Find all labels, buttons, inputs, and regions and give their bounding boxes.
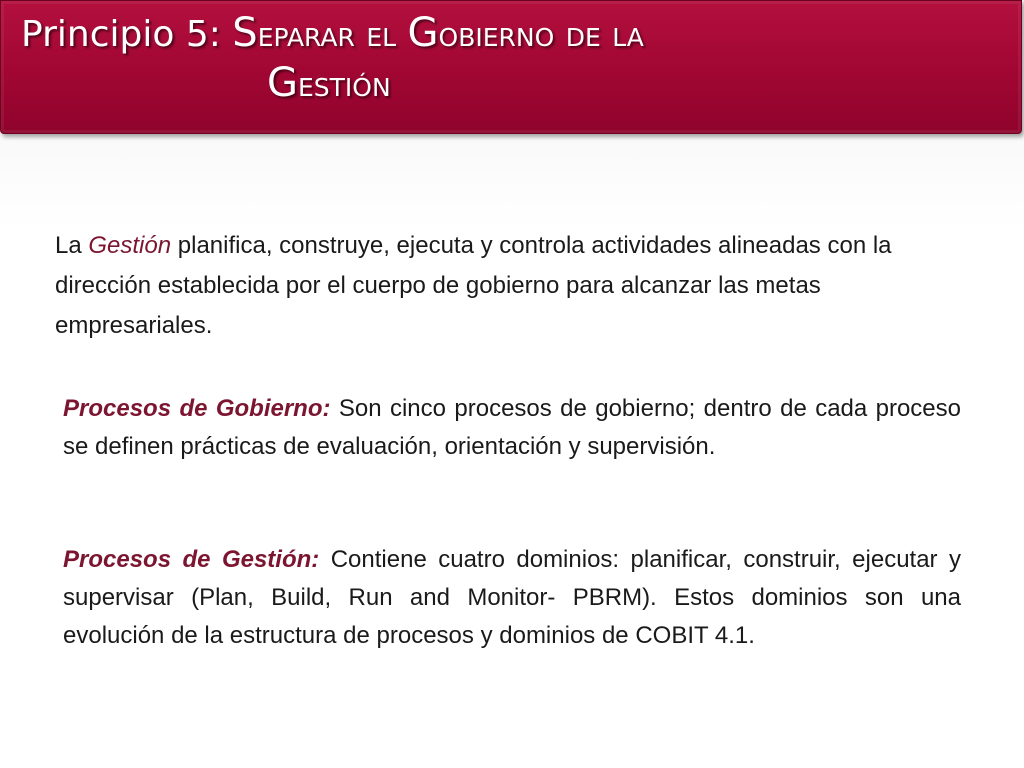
title-banner [0,0,1022,134]
title-word-3-rest: obierno [438,14,555,55]
intro-body: planifica, construye, ejecuta y controla actividades alineadas con la dirección establecida por el cuerpo de gobierno para alcanzar las metas empresariales. [55,232,892,339]
title-line-2 [21,59,1001,109]
title-word-1-cap: S [232,10,258,56]
title-word-1-rest: eparar [257,14,355,55]
intro-paragraph [55,226,965,346]
title-prefix: Principio 5: [21,14,233,55]
management-term: Procesos de Gestión: [63,546,320,573]
governance-paragraph [63,390,961,466]
title-word-5-rest: estión [298,64,391,105]
slide-title [21,9,1001,109]
intro-term: Gestión [88,232,172,259]
management-paragraph [63,541,961,655]
title-word-4: de la [554,14,644,55]
title-word-2: el [354,14,408,55]
title-word-3-cap: G [407,10,439,56]
management-body: Contiene cuatro dominios: planificar, construir, ejecutar y supervisar (Plan, Build, Run and Monitor- PBRM). Estos dominios son una evolución de la estructura de procesos y dominios de COBIT 4.1. [63,546,961,649]
intro-lead: La [55,232,89,259]
governance-body: Son cinco procesos de gobierno; dentro de cada proceso se definen prácticas de evaluación, orientación y supervisión. [63,395,962,460]
governance-term: Procesos de Gobierno: [63,395,331,422]
title-line-1 [21,9,1001,59]
title-word-5-cap: G [267,60,298,106]
